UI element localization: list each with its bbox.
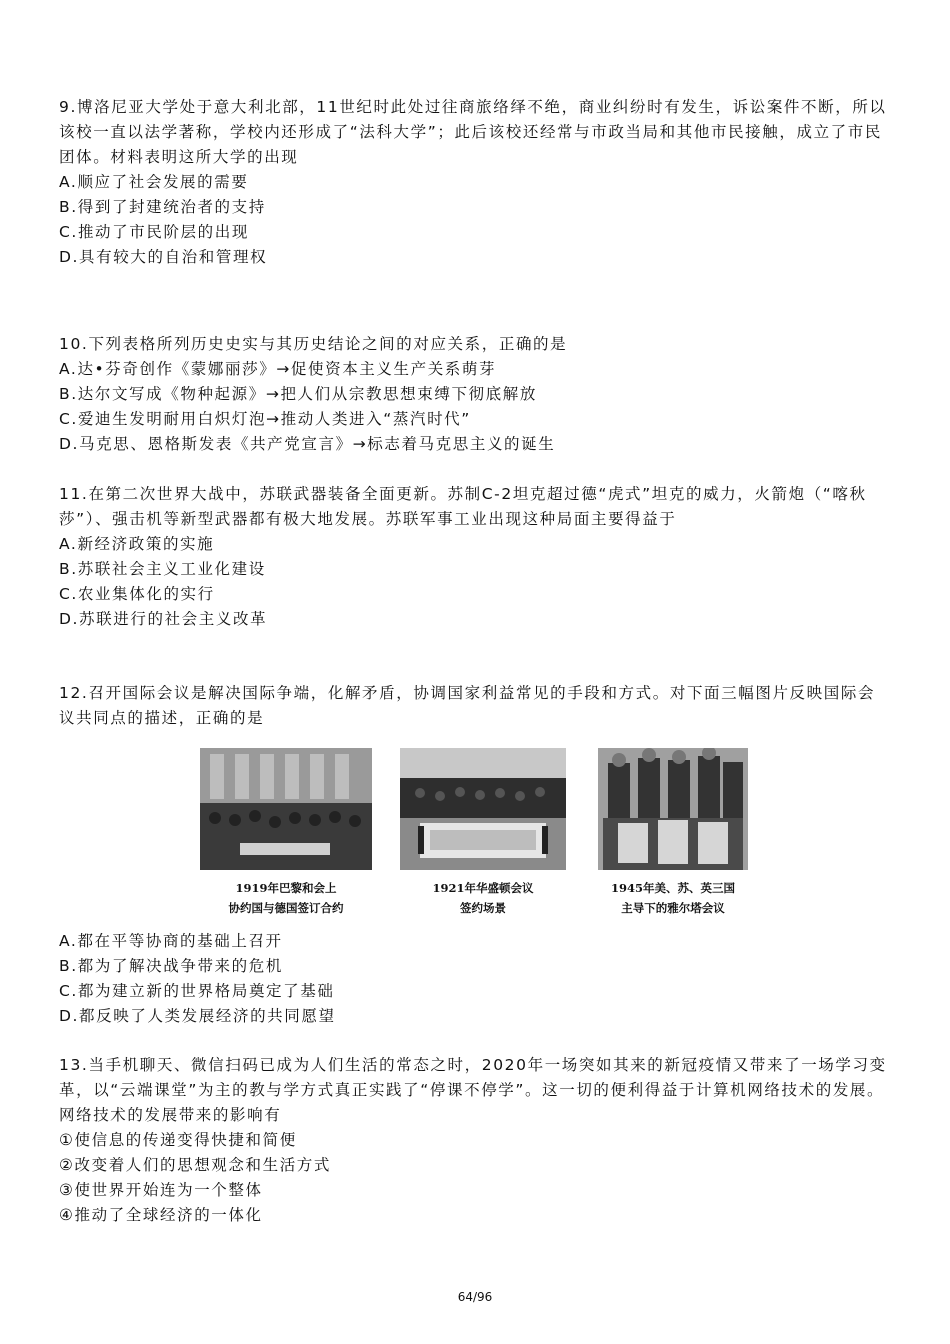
option-d: D.马克思、恩格斯发表《共产党宣言》→标志着马克思主义的诞生 [59,435,556,453]
photo-washington-conference [400,748,566,918]
option-d: D.都反映了人类发展经济的共同愿望 [59,1007,336,1025]
paris-conference-image [200,748,372,870]
conference-photos [200,748,760,923]
photo-caption [400,878,566,918]
caption-line: 1919年巴黎和会上 [235,881,337,895]
photo-yalta-conference [598,748,748,918]
question-stem: 13.当手机聊天、微信扫码已成为人们生活的常态之时，2020年一场突如其来的新冠疫情又带来了一场学习变革，以“云端课堂”为主的教与学方式真正实践了“停课不停学”。这一切的便利得益于计算机网络技术的发展。网络技术的发展带来的影响有 [59,1056,887,1124]
option-a: A.都在平等协商的基础上召开 [59,932,283,950]
caption-line: 1921年华盛顿会议 [432,881,534,895]
option-c: C.爱迪生发明耐用白炽灯泡→推动人类进入“蒸汽时代” [59,410,471,428]
statement-1: ①使信息的传递变得快捷和简便 [59,1131,297,1149]
option-a: A.顺应了社会发展的需要 [59,173,249,191]
option-c: C.农业集体化的实行 [59,585,215,603]
question-11 [59,482,891,632]
photo-paris-conference [200,748,372,918]
option-c: C.都为建立新的世界格局奠定了基础 [59,982,335,1000]
photo-caption [200,878,372,918]
page-number: 64/96 [457,1290,493,1304]
option-a: A.新经济政策的实施 [59,535,215,553]
caption-line: 主导下的雅尔塔会议 [621,901,725,915]
question-9 [59,95,891,270]
question-12-options [59,929,891,1029]
question-stem: 10.下列表格所列历史史实与其历史结论之间的对应关系，正确的是 [59,335,568,353]
question-13 [59,1053,891,1228]
yalta-conference-image [598,748,748,870]
statement-3: ③使世界开始连为一个整体 [59,1181,263,1199]
photo-caption [598,878,748,918]
statement-4: ④推动了全球经济的一体化 [59,1206,263,1224]
option-d: D.苏联进行的社会主义改革 [59,610,268,628]
option-b: B.达尔文写成《物种起源》→把人们从宗教思想束缚下彻底解放 [59,385,537,403]
question-stem: 11.在第二次世界大战中，苏联武器装备全面更新。苏制C-2坦克超过德“虎式”坦克的威力，火箭炮（“喀秋莎”）、强击机等新型武器都有极大地发展。苏联军事工业出现这种局面主要得益于 [59,485,867,528]
statement-2: ②改变着人们的思想观念和生活方式 [59,1156,331,1174]
question-10 [59,332,891,457]
option-b: B.得到了封建统治者的支持 [59,198,266,216]
question-stem: 12.召开国际会议是解决国际争端，化解矛盾，协调国家利益常见的手段和方式。对下面三幅图片反映国际会议共同点的描述，正确的是 [59,684,876,727]
caption-line: 签约场景 [460,901,506,915]
washington-conference-image [400,748,566,870]
option-b: B.都为了解决战争带来的危机 [59,957,283,975]
question-12 [59,681,891,731]
option-a: A.达•芬奇创作《蒙娜丽莎》→促使资本主义生产关系萌芽 [59,360,497,378]
caption-line: 协约国与德国签订合约 [228,901,344,915]
question-stem: 9.博洛尼亚大学处于意大利北部，11世纪时此处过往商旅络绎不绝，商业纠纷时有发生，诉讼案件不断，所以该校一直以法学著称，学校内还形成了“法科大学”；此后该校还经常与市政当局和其他市民接触，成立了市民团体。材料表明这所大学的出现 [59,98,887,166]
option-d: D.具有较大的自治和管理权 [59,248,268,266]
caption-line: 1945年美、苏、英三国 [610,881,735,895]
option-b: B.苏联社会主义工业化建设 [59,560,266,578]
option-c: C.推动了市民阶层的出现 [59,223,249,241]
